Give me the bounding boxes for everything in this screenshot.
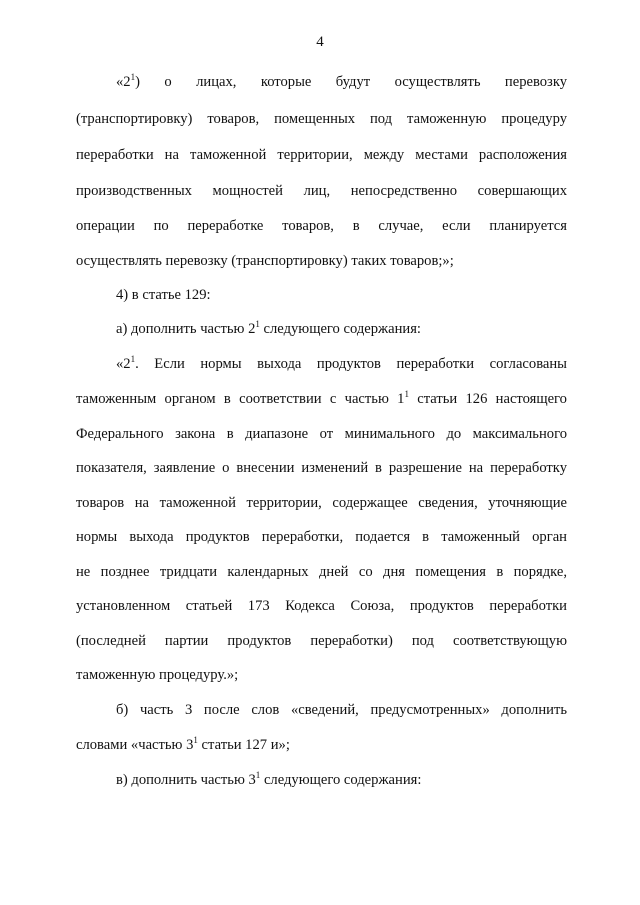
text-line: установленном статьей 173 Кодекса Союза, продуктов переработки: [76, 598, 567, 614]
text-line: (транспортировку) товаров, помещенных под таможенную процедуру: [76, 111, 567, 127]
text-line: переработки на таможенной территории, между местами расположения: [76, 147, 567, 163]
text-line: производственных мощностей лиц, непосредственно совершающих: [76, 183, 567, 199]
text-line: а) дополнить частью $2^1$ следующего содержания:: [116, 319, 421, 337]
text-line: в) дополнить частью $3^1$ следующего содержания:: [116, 770, 422, 788]
text-line: таможенную процедуру.»;: [76, 667, 239, 683]
text-line: (последней партии продуктов переработки) под соответствующую: [76, 633, 567, 649]
text-line: операции по переработке товаров, в случае, если планируется: [76, 218, 567, 234]
text-line: словами «частью $3^1$ статьи 127 и»;: [76, 735, 290, 753]
text-line: осуществлять перевозку (транспортировку) таких товаров;»;: [76, 253, 454, 269]
text-line: Федерального закона в диапазоне от минимального до максимального: [76, 426, 567, 442]
text-line: «$2^1$. Если нормы выхода продуктов переработки согласованы: [116, 354, 567, 372]
text-line: товаров на таможенной территории, содержащее сведения, уточняющие: [76, 495, 567, 511]
page-number: 4: [316, 34, 324, 50]
text-line: таможенным органом в соответствии с частью $1^1$ статьи 126 настоящего: [76, 389, 567, 407]
text-line: 4) в статье 129:: [116, 287, 211, 303]
text-line: показателя, заявление о внесении изменений в разрешение на переработку: [76, 460, 567, 476]
text-line: нормы выхода продуктов переработки, подается в таможенный орган: [76, 529, 567, 545]
text-line: не позднее тридцати календарных дней со дня помещения в порядке,: [76, 564, 567, 580]
text-line: б) часть 3 после слов «сведений, предусмотренных» дополнить: [116, 702, 567, 718]
text-line: «$2^1$) о лицах, которые будут осуществлять перевозку: [116, 72, 567, 90]
